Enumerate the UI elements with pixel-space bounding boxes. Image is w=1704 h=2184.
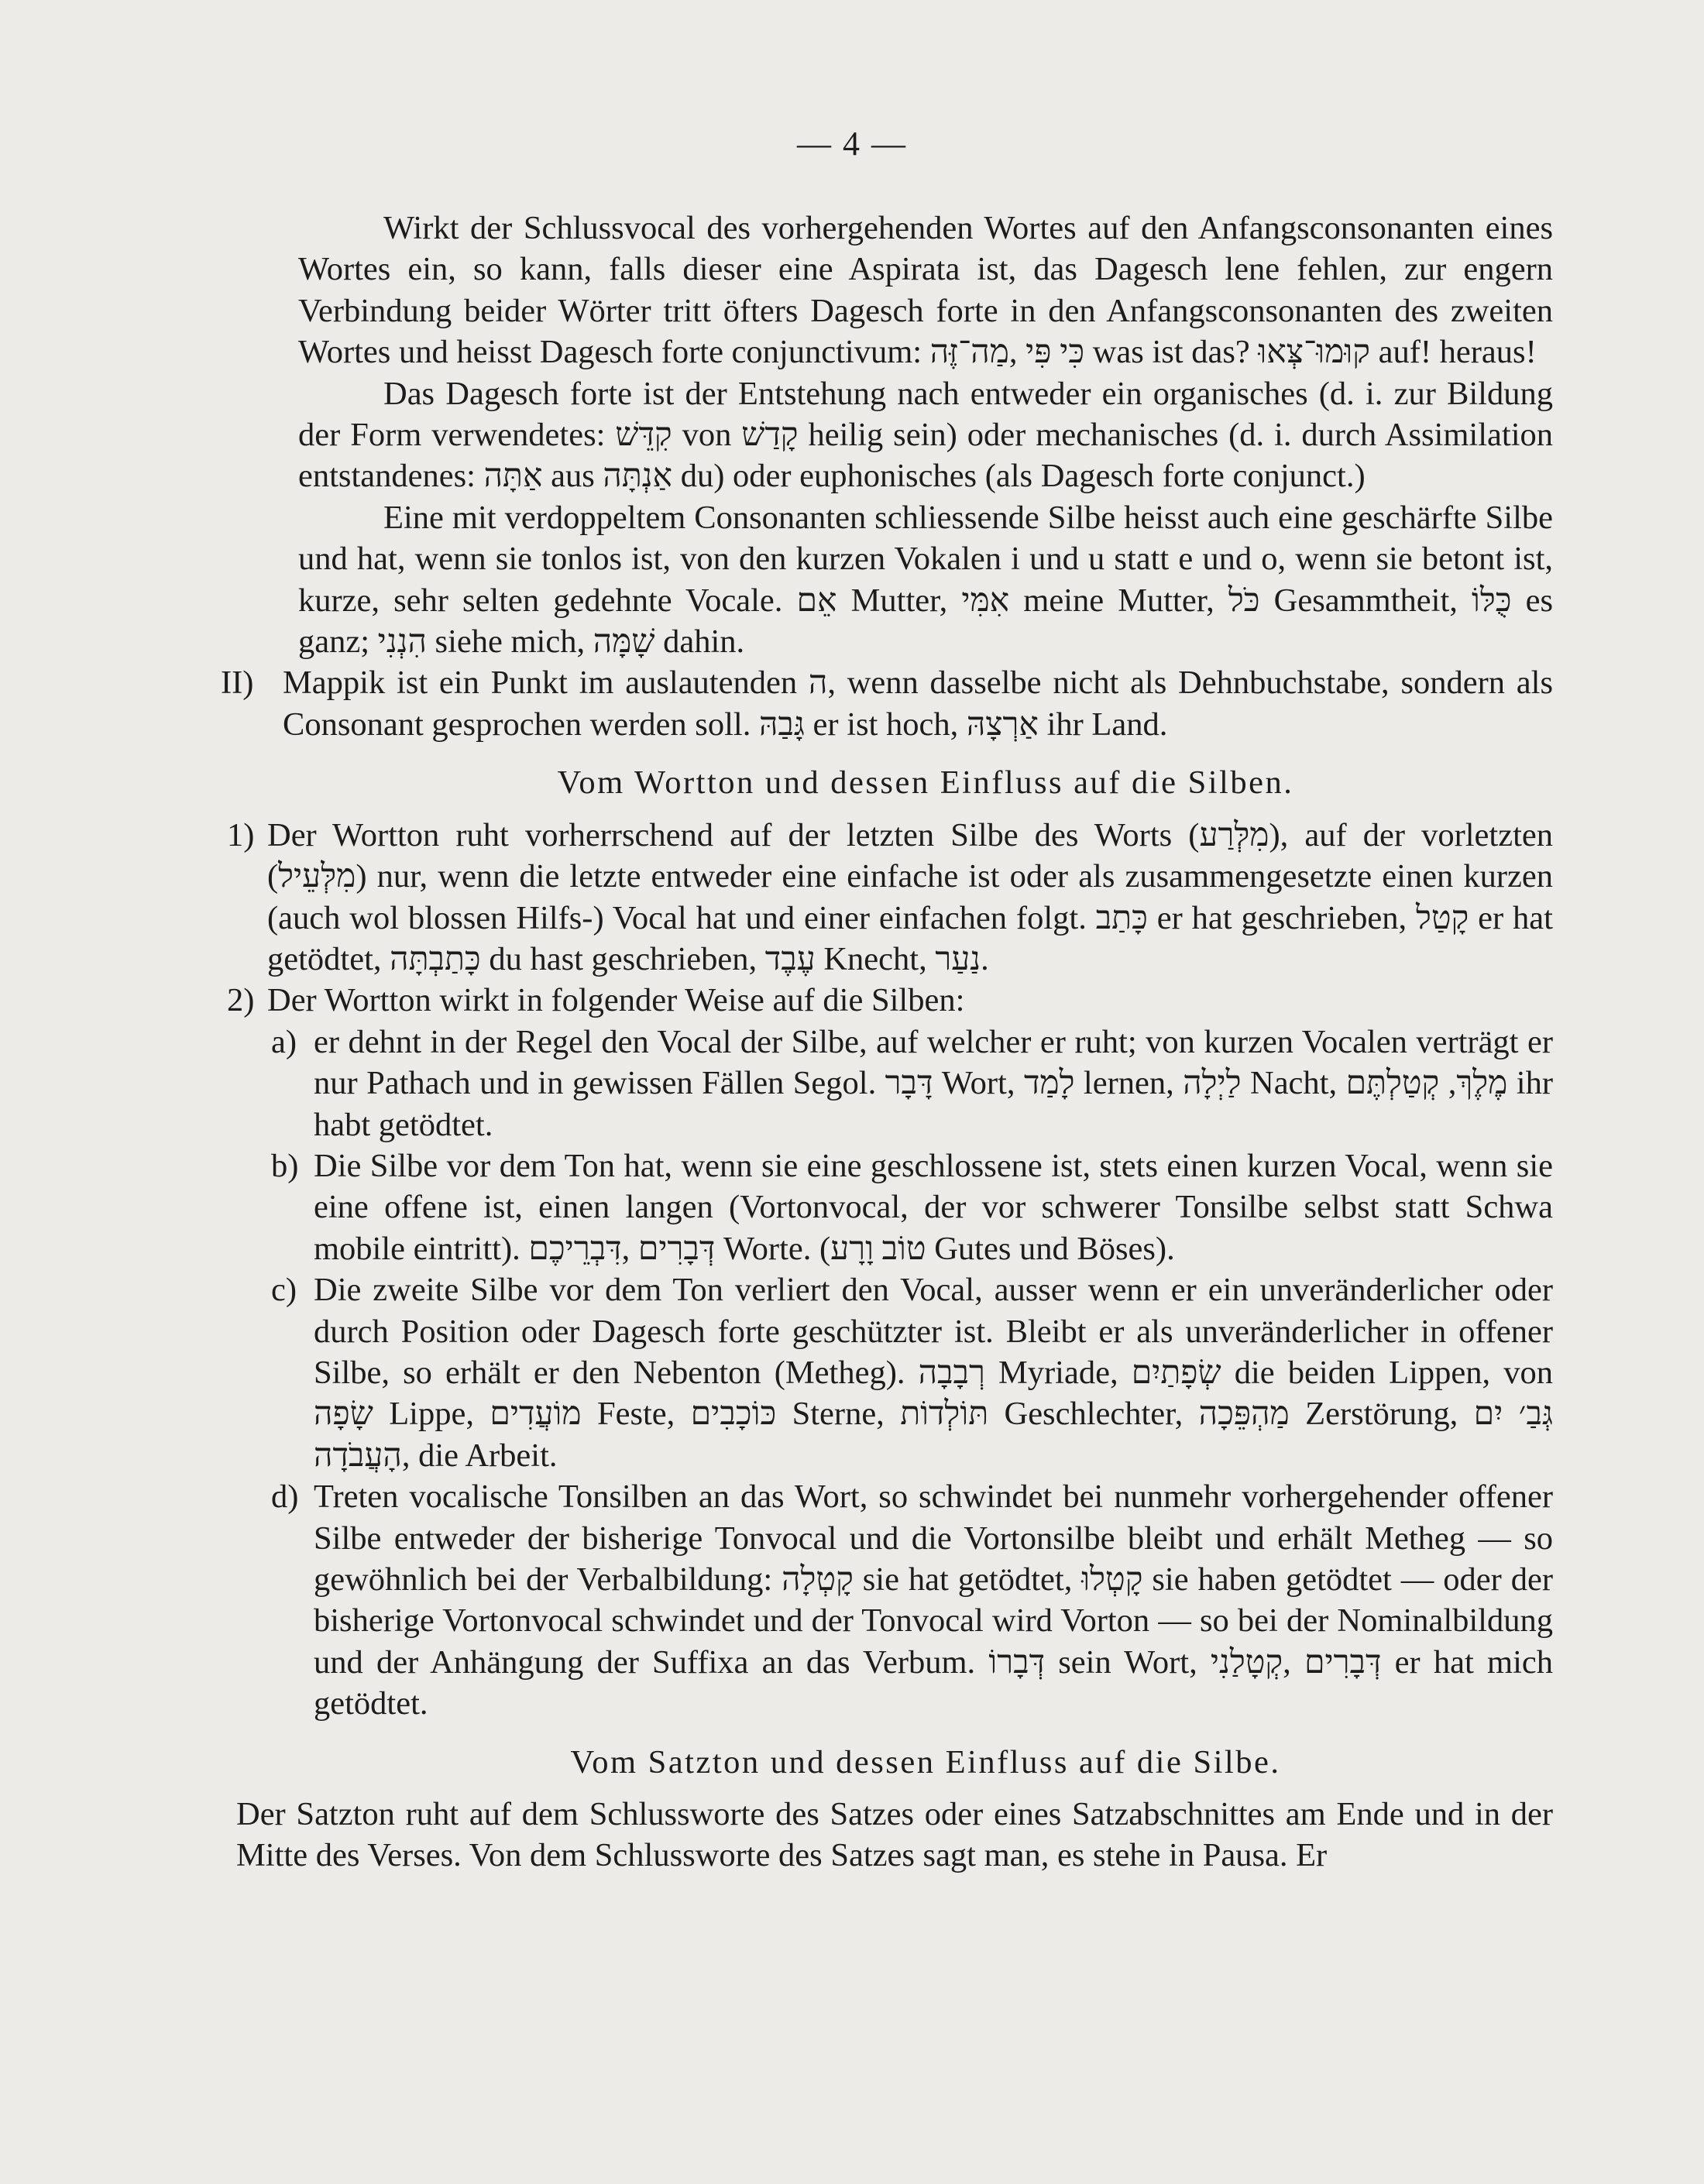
item-text: Die Silbe vor dem Ton hat, wenn sie eine geschlossene ist, stets einen kurzen Vocal, wenn sie eine offene ist, einen langen (Vortonvocal, der vor schwerer Tonsilbe selbst statt Schwa mobile eintritt). דְּבָרִים ,דִּבְרֵיכֶם Worte. (טוֹב וָרָע Gutes und Böses). <box>314 1147 1553 1267</box>
item-text: Die zweite Silbe vor dem Ton verliert den Vocal, ausser wenn er ein unveränderlicher oder durch Position oder Dagesch forte geschützter ist. Bleibt er als unveränderlicher in offener Silbe, so erhält er den Nebenton (Metheg). רְבָבָה Myriade, שְׂפָתַיִם die beiden Lippen, von שָׂפָה Lippe, מוֹעֲדִים Feste, כּוֹכָבִים Sterne, תּוֹלְדוֹת Geschlechter, מַהְפֵּכָה Zerstörung, גְּבַ׳ יִם ,הָעֲבֹדָה die Arbeit. <box>314 1272 1553 1474</box>
paragraph-satzton: Der Satzton ruht auf dem Schlussworte des Satzes oder eines Satzabschnittes am Ende und in der Mitte des Verses. Von dem Schlussworte des Satzes sagt man, es stehe in Pausa. Er <box>236 1796 1553 1874</box>
item-label: 2) <box>227 982 255 1019</box>
paragraph-geschaerfte-silbe: Eine mit verdoppeltem Consonanten schliessende Silbe heisst auch eine geschärfte Silbe und hat, wenn sie tonlos ist, von den kurzen Vokalen i und u statt e und o, wenn sie betont ist, kurze, sehr selten gedehnte Vocale. אֵם Mutter, אִמִּי meine Mutter, כֹּל Gesammtheit, כֻּלּוֹ es ganz; הִנְנִי siehe mich, שָׁמָּה dahin. <box>298 499 1553 661</box>
item-label: a) <box>271 1023 297 1060</box>
item-label: c) <box>271 1272 297 1309</box>
item-text: Der Wortton wirkt in folgender Weise auf die Silben: <box>267 982 965 1019</box>
list-subitem-c <box>271 1269 1553 1476</box>
list-item-1 <box>227 815 1553 980</box>
section-heading-satzton: Vom Satzton und dessen Einfluss auf die Silbe. <box>570 1743 1281 1781</box>
list-subitem-a <box>271 1022 1553 1145</box>
item-text: Der Wortton ruht vorherrschend auf der letzten Silbe des Worts (מִלְּרַע), auf der vorletzten (מִלְּעֵיל) nur, wenn die letzte entweder eine einfache ist oder als zusammengesetzte einen kurzen (auch wol blossen Hilfs-) Vocal hat und einer einfachen folgt. כָּתַב er hat geschrieben, קָטַל er hat getödtet, כָּתַבְתָּה du hast geschrieben, עֶבֶד Knecht, נַעַר. <box>267 816 1553 977</box>
item-label: II) <box>221 664 254 702</box>
section-heading-wortton: Vom Wortton und dessen Einfluss auf die Silben. <box>557 764 1294 802</box>
list-subitem-b <box>271 1145 1553 1269</box>
item-text: er dehnt in der Regel den Vocal der Silbe, auf welcher er ruht; von kurzen Vocalen verträgt er nur Pathach und in gewissen Fällen Segol. דָּבָר Wort, לָמַד lernen, לַיְלָה Nacht, מֶלֶךְ, קְטַלְתֶּם ihr habt getödtet. <box>314 1023 1553 1143</box>
paragraph-dagesch-conjunctivum: Wirkt der Schlussvocal des vorhergehenden Wortes auf den Anfangsconsonanten eines Wortes ein, so kann, falls dieser eine Aspirata ist, das Dagesch lene fehlen, zur engern Verbindung beider Wörter tritt öfters Dagesch forte in den Anfangsconsonanten des zweiten Wortes und heisst Dagesch forte conjunctivum: כִּי פִּי ,מַה־זֶּה was ist das? קוּמוּ־צְּאוּ auf! heraus! <box>298 210 1553 371</box>
item-label: d) <box>271 1478 299 1516</box>
paragraph-mappik <box>221 662 1553 745</box>
list-subitem-d <box>271 1476 1553 1724</box>
item-text: Treten vocalische Tonsilben an das Wort, so schwindet bei nunmehr vorhergehender offener Silbe entweder der bisherige Tonvocal und die Vortonsilbe bleibt und erhält Metheg — so gewöhnlich bei der Verbalbildung: קָטְלָה sie hat getödtet, קָטְלוּ sie haben getödtet — oder der bisherige Vortonvocal schwindet und der Tonvocal wird Vorton — so bei der Nominalbildung und der Anhängung der Suffixa an das Verbum. דְּבָרוֹ sein Wort, דְּבָרִים ,קְטָלַנִי er hat mich getödtet. <box>314 1478 1553 1722</box>
item-label: 1) <box>227 816 255 853</box>
paragraph-dagesch-types: Das Dagesch forte ist der Entstehung nach entweder ein organisches (d. i. zur Bildung der Form verwendetes: קִדֵּשׁ von קָדַשׁ heilig sein) oder mechanisches (d. i. durch Assimilation entstandenes: אַתָּה aus אַנְתָּה du) oder euphonisches (als Dagesch forte conjunct.) <box>298 375 1553 495</box>
page-body <box>221 208 1553 1877</box>
list-item-2 <box>227 980 1553 1021</box>
item-text: Mappik ist ein Punkt im auslautenden ה, wenn dasselbe nicht als Dehnbuchstabe, sondern als Consonant gesprochen werden soll. גָּבַהּ er ist hoch, אַרְצָהּ ihr Land. <box>283 664 1553 743</box>
item-label: b) <box>271 1147 299 1184</box>
page-number: — 4 — <box>797 125 907 163</box>
